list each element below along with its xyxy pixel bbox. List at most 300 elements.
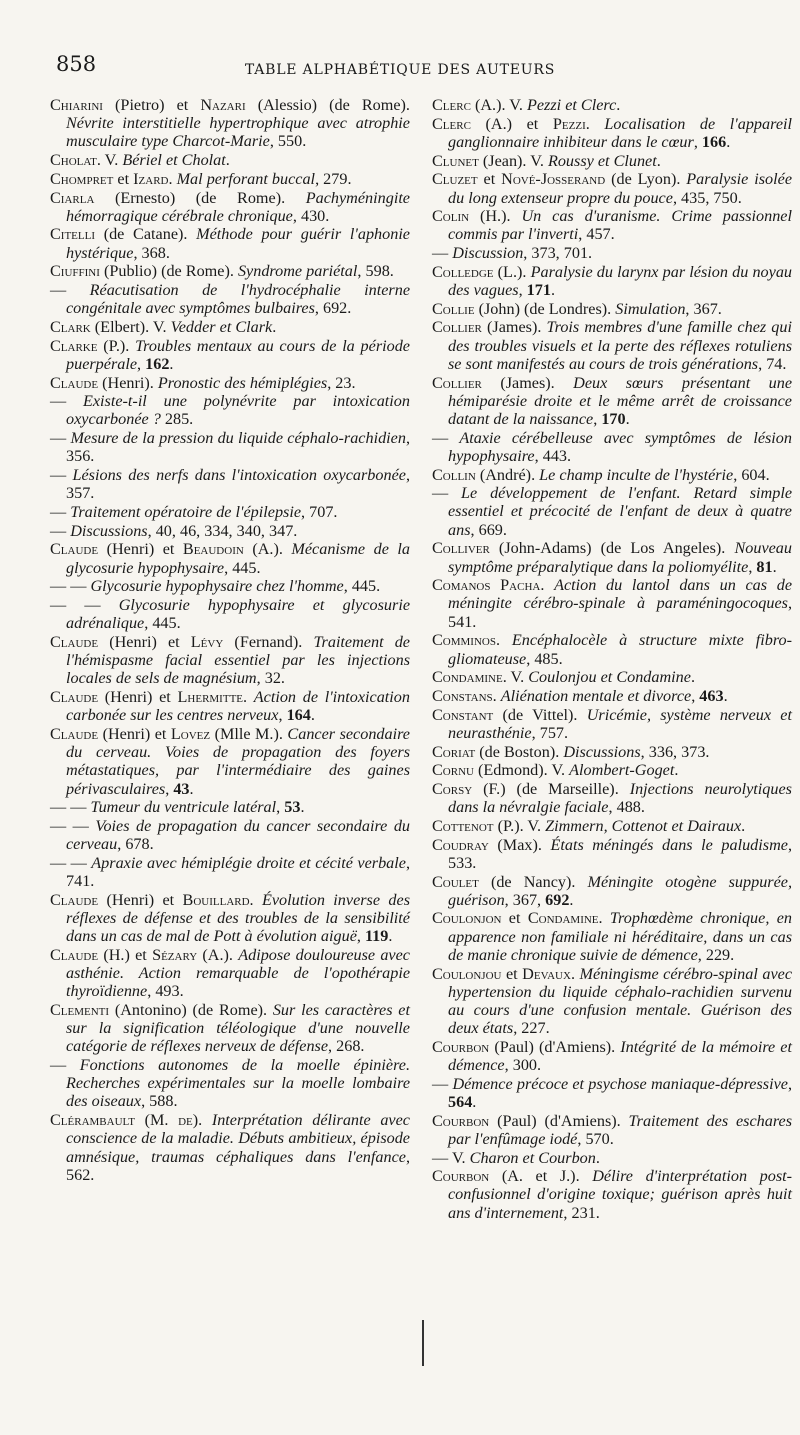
author-name: Coulet <box>432 872 479 891</box>
page-ref: 162 <box>145 354 170 373</box>
article-title: Paralysie isolée du long extenseur propre du pouce <box>448 170 792 207</box>
entry-text: , 692. <box>314 299 352 318</box>
entry-text: — <box>50 281 90 300</box>
entry-text: ). <box>192 1111 212 1130</box>
author-name: Bouillard <box>182 890 250 909</box>
entry-text: , <box>748 557 757 576</box>
author-name: Claude <box>50 945 99 964</box>
index-entry <box>432 1167 792 1222</box>
entry-text: . <box>249 890 262 909</box>
entry-text: , 279. <box>315 169 352 188</box>
author-name: Claude <box>50 540 99 559</box>
entry-text: (Max). <box>488 835 551 854</box>
entry-text: — — <box>50 853 92 872</box>
author-name: Condamine <box>432 668 503 687</box>
entry-text: , 227. <box>513 1019 550 1038</box>
article-title: Méningisme cérébro-spinal avec hypertension du liquide céphalo-rachidien survenu au cours d'une confusion mentale. Guérison des deux états <box>448 964 793 1038</box>
index-entry <box>50 337 410 373</box>
entry-text: , 550. <box>269 132 307 151</box>
index-entry <box>50 170 410 188</box>
index-entry <box>432 207 792 243</box>
author-name: Clark <box>50 317 91 336</box>
entry-text: . <box>492 687 501 705</box>
entry-text: (Alessio) (de Rome). <box>245 96 410 114</box>
entry-text: , 445. <box>224 558 261 577</box>
index-entry <box>432 300 792 318</box>
index-entry <box>50 318 410 336</box>
entry-text: , 32. <box>256 669 285 688</box>
entry-text: — <box>50 429 71 448</box>
entry-text: . <box>550 281 555 300</box>
entry-text: . <box>570 964 580 983</box>
right-column <box>432 96 792 1386</box>
page-header <box>56 52 744 82</box>
index-entry <box>50 817 410 853</box>
article-title: Paralysie du larynx par lésion du noyau des vagues <box>448 262 793 300</box>
author-name: Clerc <box>432 114 471 133</box>
index-entry <box>432 115 792 151</box>
article-title: Troubles mentaux au cours de la période puerpérale <box>66 336 410 373</box>
index-entry <box>432 1112 792 1148</box>
index-entry <box>50 189 410 225</box>
index-entry <box>432 687 792 705</box>
entry-text: , 231. <box>563 1203 600 1222</box>
index-entry <box>50 151 410 169</box>
entry-text: , 757. <box>531 723 569 742</box>
entry-text: (Ernesto) (de Rome). <box>94 188 306 207</box>
column-rule <box>422 1320 424 1366</box>
entry-text: — V. <box>432 1148 470 1167</box>
author-name: Izard <box>133 169 169 188</box>
article-title: Mal perforant buccal <box>176 169 316 188</box>
index-entry <box>50 429 410 465</box>
entry-text: . <box>225 151 230 170</box>
author-name: Chiarini <box>50 96 103 114</box>
entry-text: — <box>432 484 462 503</box>
author-name: Collier <box>432 373 482 392</box>
index-columns <box>50 96 792 1386</box>
article-title: Trois membres d'une famille chez qui des troubles visuels et la perte des réflexes rotuliens se sont manifestés au cours de trois générations <box>448 318 792 373</box>
author-name: Collier <box>432 318 482 337</box>
entry-text: , <box>691 687 700 705</box>
author-name: Clarke <box>50 336 98 355</box>
entry-text: , 357. <box>66 466 410 503</box>
entry-text: — <box>432 428 460 447</box>
index-entry <box>50 946 410 1001</box>
author-name: Courbon <box>432 1167 490 1186</box>
article-title: Deux sœurs présentant une hémiparésie droite et le même arrêt de croissance datant de la naissance <box>448 373 793 428</box>
entry-text: (L.). <box>493 262 531 281</box>
author-name: Lévy <box>190 632 224 651</box>
entry-text: , <box>356 927 365 946</box>
index-entry <box>50 374 410 392</box>
entry-text: et <box>501 909 528 928</box>
article-title: Lésions des nerfs dans l'intoxication oxycarbonée <box>72 466 406 485</box>
author-name: Coudray <box>432 835 489 854</box>
author-name: Clementi <box>50 1000 110 1019</box>
entry-text: , 74. <box>758 354 787 373</box>
article-title: Traitement de l'hémispasme facial essentiel par les injections locales de sels de magnésium <box>66 632 410 688</box>
index-entry <box>432 96 792 114</box>
index-entry <box>432 965 792 1038</box>
article-title: Roussy et Clunet <box>547 151 657 170</box>
author-name: Colliver <box>432 539 490 558</box>
entry-text: , 373, 701. <box>523 244 593 263</box>
index-entry <box>432 873 792 909</box>
article-title: Méningite otogène suppurée, guérison <box>448 872 793 909</box>
page-ref: 43 <box>173 779 190 798</box>
article-title: Bériel et Cholat <box>122 151 226 170</box>
article-title: Vedder et Clark <box>170 317 273 336</box>
author-name: Courbon <box>432 1037 490 1056</box>
index-entry <box>50 725 410 798</box>
index-entry <box>50 798 410 816</box>
article-title: Le développement de l'enfant. Retard simple essentiel et précocité de l'enfant de deux à quatre ans <box>448 484 793 539</box>
entry-text: . V. <box>96 151 123 170</box>
index-entry <box>432 761 792 779</box>
entry-text: , 445. <box>343 577 381 596</box>
author-name: Comanos <box>432 576 491 595</box>
entry-text: . <box>300 798 305 817</box>
entry-text: . <box>243 688 254 706</box>
entry-text: , <box>693 132 702 151</box>
index-entry <box>50 96 410 151</box>
entry-text: , 741. <box>66 853 411 891</box>
entry-text: (A. et J.). <box>489 1167 593 1186</box>
entry-text: , <box>787 1074 792 1093</box>
entry-text: 285. <box>160 410 194 429</box>
entry-text: (H.). <box>469 207 522 226</box>
article-title: Uricémie, système nerveux et neurasthénie <box>448 705 792 742</box>
entry-text: , 485. <box>526 649 563 668</box>
entry-text: , 604. <box>733 465 770 484</box>
entry-text: , 541. <box>448 594 792 631</box>
entry-text: . <box>472 1092 477 1111</box>
entry-text: . <box>310 706 315 725</box>
article-title: Localisation de l'appareil ganglionnaire inhibiteur dans le cœur <box>448 114 792 151</box>
article-title: Discussion <box>452 244 524 263</box>
entry-text: . <box>656 151 661 170</box>
index-entry <box>50 522 410 540</box>
entry-text: (de Lyon). <box>605 170 687 189</box>
entry-text: — <box>50 392 83 411</box>
entry-text: , <box>518 281 527 300</box>
author-name: Beaudoin <box>182 540 244 559</box>
page-ref: 692 <box>545 890 570 909</box>
index-entry <box>50 262 410 280</box>
entry-text: (Henri) et <box>98 632 191 651</box>
article-title: Discussions <box>563 742 641 761</box>
entry-text: (H.) et <box>98 945 153 964</box>
entry-text: (P.). V. <box>493 816 546 835</box>
author-name: Constans <box>432 687 493 705</box>
entry-text: — <box>50 466 73 485</box>
entry-text: — — <box>50 798 91 817</box>
author-name: Claude <box>50 632 99 651</box>
article-title: Aliénation mentale et divorce <box>500 687 692 705</box>
index-entry <box>432 539 792 575</box>
index-entry <box>50 596 410 632</box>
entry-text: , 493. <box>147 982 184 1001</box>
article-title: Action du lantol dans un cas de méningite cérébro-spinale à paraméningocoques <box>448 576 793 613</box>
author-name: Nové-Josserand <box>501 170 606 189</box>
author-name: de <box>178 1111 193 1130</box>
index-entry <box>432 484 792 539</box>
entry-text: . <box>169 354 174 373</box>
entry-text: , 368. <box>133 243 170 262</box>
author-name: Pezzi <box>552 114 586 133</box>
entry-text: (Antonino) (de Rome). <box>109 1000 273 1019</box>
entry-text: — <box>432 244 453 263</box>
entry-text: , <box>165 779 174 798</box>
entry-text: , 443. <box>534 446 572 465</box>
article-title: Existe-t-il une polynévrite par intoxication oxycarbonée ? <box>66 392 410 429</box>
index-entry <box>432 152 792 170</box>
author-name: Citelli <box>50 225 96 244</box>
entry-text: . <box>616 96 621 114</box>
entry-text: . <box>674 761 679 780</box>
index-entry <box>50 540 410 576</box>
article-title: Traitement des eschares par l'enfûmage iodé <box>448 1111 792 1148</box>
article-title: Sur les caractères et sur la signification téléologique d'une nouvelle catégorie de réflexes nerveux de défense <box>66 1000 410 1056</box>
index-entry <box>432 170 792 206</box>
page-ref: 53 <box>284 798 301 817</box>
article-title: Trophœdème chronique, en apparence non familiale ni héréditaire, dans un cas de manie chronique suivie de démence <box>448 909 793 964</box>
entry-text: (André). <box>475 465 540 484</box>
author-name: Collie <box>432 299 475 318</box>
index-entry <box>432 1075 792 1111</box>
entry-text: (James). <box>481 318 547 337</box>
article-title: Le champ inculte de l'hystérie <box>539 465 734 484</box>
entry-text: (Jean). V. <box>478 151 548 170</box>
author-name: Corsy <box>432 780 473 799</box>
article-title: Glycosurie hypophysaire chez l'homme <box>90 577 344 596</box>
author-name: Devaux <box>522 964 571 983</box>
article-title: Injections neurolytiques dans la névralgie faciale <box>448 780 792 817</box>
author-name: Cottenot <box>432 816 494 835</box>
article-title: Coulonjou et Condamine <box>528 668 691 687</box>
page-ref: 164 <box>286 706 311 725</box>
author-name: Colin <box>432 207 470 226</box>
entry-text: — — <box>50 577 91 596</box>
index-entry <box>432 429 792 465</box>
entry-text: . <box>569 890 574 909</box>
entry-text: (Henri) et <box>98 688 178 706</box>
entry-text: — — <box>50 595 119 614</box>
index-entry <box>50 891 410 946</box>
entry-text: (A.). <box>197 945 239 964</box>
entry-text: (Henri) et <box>98 540 183 559</box>
entry-text: . <box>598 909 610 928</box>
entry-text: (de Nancy). <box>478 872 588 891</box>
article-title: Syndrome pariétal <box>237 262 358 281</box>
entry-text: , 533. <box>448 835 792 872</box>
entry-text: , 268. <box>328 1037 365 1056</box>
article-title: États méningés dans le paludisme <box>550 835 788 854</box>
page-ref: 166 <box>701 132 727 151</box>
entry-text: (A.). <box>243 540 292 559</box>
entry-text: (M. <box>134 1111 179 1130</box>
index-entry <box>50 577 410 595</box>
author-name: Nazari <box>200 96 246 114</box>
author-name: Pacha <box>500 576 541 595</box>
author-name: Cluzet <box>432 170 478 189</box>
entry-text: (de Catane). <box>95 225 197 244</box>
entry-text: , <box>276 798 285 817</box>
entry-text: (Pietro) et <box>102 96 201 114</box>
entry-text: — — <box>50 816 96 835</box>
entry-text: . <box>690 668 696 687</box>
entry-text: , <box>137 354 146 373</box>
index-entry <box>50 688 410 724</box>
entry-text: (A.). V. <box>470 96 527 114</box>
author-name: Constant <box>432 705 494 724</box>
index-entry <box>432 836 792 872</box>
article-title: Délire d'interprétation post-confusionnel d'origine toxique; guérison après huit ans d'internement <box>448 1167 793 1222</box>
article-title: Interprétation délirante avec conscience de la maladie. Débuts ambitieux, épisode amnésique, traumas céphaliques dans l'enfance <box>66 1111 410 1166</box>
index-entry <box>432 817 792 835</box>
author-name: Coriat <box>432 742 476 761</box>
article-title: Adipose douloureuse avec asthénie. Action remarquable de l'opothérapie thyroïdienne <box>66 945 410 1001</box>
article-title: Nouveau symptôme préparalytique dans la poliomyélite <box>448 539 792 576</box>
entry-text <box>490 576 500 594</box>
entry-text: , 336, 373. <box>640 742 710 761</box>
author-name: Claude <box>50 724 99 743</box>
entry-text: . <box>625 409 630 428</box>
entry-text: . V. <box>502 668 529 687</box>
index-entry <box>50 1111 410 1184</box>
author-name: Coulonjon <box>432 909 502 928</box>
entry-text: . <box>723 687 728 705</box>
article-title: Pronostic des hémiplégies <box>157 373 328 392</box>
author-name: Condamine <box>527 909 599 928</box>
entry-text: . <box>772 557 777 576</box>
article-title: Pachyméningite hémorragique cérébrale chronique <box>66 188 410 225</box>
running-head: TABLE ALPHABÉTIQUE DES AUTEURS <box>244 62 556 78</box>
index-entry <box>432 244 792 262</box>
index-entry <box>432 263 792 299</box>
article-title: Évolution inverse des réflexes de défense et des troubles de la sensibilité dans un cas de mal de Pott à évolution aiguë <box>66 890 411 946</box>
entry-text: (de Vittel). <box>493 705 587 724</box>
entry-text: , 356. <box>66 429 410 466</box>
author-name: Ciuffini <box>50 262 100 281</box>
author-name: Chompret <box>50 169 114 188</box>
entry-text: et <box>501 964 523 983</box>
author-name: Claude <box>50 688 99 706</box>
index-entry <box>50 225 410 261</box>
index-entry <box>432 374 792 429</box>
article-title: Intégrité de la mémoire et démence <box>448 1037 792 1075</box>
entry-text: , 588. <box>141 1092 178 1111</box>
article-title: Traitement opératoire de l'épilepsie <box>70 502 302 521</box>
entry-text: , <box>278 706 287 725</box>
author-name: Clérambault <box>50 1111 135 1130</box>
entry-text: (James). <box>481 373 574 392</box>
page-ref: 81 <box>756 557 773 576</box>
entry-text: , <box>593 409 602 428</box>
entry-text: . <box>585 114 605 133</box>
entry-text: — <box>50 1056 80 1075</box>
entry-text: (Paul) (d'Amiens). <box>489 1037 621 1056</box>
author-name: Comminos <box>432 631 496 650</box>
entry-text: , 367, <box>504 890 546 909</box>
entry-text: (Elbert). V. <box>90 317 171 336</box>
entry-text: . <box>540 576 555 595</box>
author-name: Colledge <box>432 262 494 281</box>
author-name: Clerc <box>432 96 471 114</box>
index-entry <box>432 909 792 964</box>
entry-text: . <box>189 779 194 798</box>
entry-text: . <box>726 132 731 151</box>
entry-text: (Edmond). V. <box>473 761 570 780</box>
author-name: Lovez <box>170 724 211 743</box>
entry-text: , 562. <box>66 1147 410 1184</box>
left-column <box>50 96 410 1386</box>
entry-text: (Paul) (d'Amiens). <box>489 1111 629 1130</box>
article-title: Démence précoce et psychose maniaque-dépressive <box>452 1074 788 1093</box>
entry-text: (Henri) et <box>98 890 183 909</box>
article-title: Mesure de la pression du liquide céphalo-rachidien <box>70 429 406 448</box>
article-title: Un cas d'uranisme. Crime passionnel commis par l'inverti <box>448 207 792 244</box>
article-title: Apraxie avec hémiplégie droite et cécité verbale <box>91 853 406 872</box>
entry-text: (Fernand). <box>223 632 314 651</box>
article-title: Action de l'intoxication carbonée sur les centres nerveux <box>66 688 410 725</box>
entry-text: — <box>50 521 71 540</box>
index-entry <box>432 631 792 667</box>
entry-text: (Mlle M.). <box>210 724 288 743</box>
index-entry <box>50 281 410 317</box>
entry-text: , 300. <box>504 1056 542 1075</box>
entry-text: , 40, 46, 334, 340, 347. <box>147 521 298 540</box>
article-title: Discussions <box>70 521 148 540</box>
entry-text: . <box>595 1148 600 1167</box>
entry-text: , 23. <box>327 373 356 392</box>
entry-text: , 229. <box>697 945 735 964</box>
entry-text: , 707. <box>301 502 338 521</box>
entry-text: . <box>388 927 393 946</box>
article-title: Réacutisation de l'hydrocéphalie interne congénitale avec symptômes bulbaires <box>66 281 411 318</box>
page-ref: 170 <box>601 409 626 428</box>
index-entry <box>50 392 410 428</box>
article-title: Zimmern, Cottenot et Dairaux <box>545 816 742 835</box>
entry-text: (F.) (de Marseille). <box>472 780 630 799</box>
index-entry <box>432 706 792 742</box>
entry-text: (A.) et <box>470 114 553 133</box>
article-title: Cancer secondaire du cerveau. Voies de propagation des foyers métastatiques, par l'intermédiaire des gaines périvasculaires <box>66 724 410 798</box>
article-title: Méthode pour guérir l'aphonie hystérique <box>66 225 410 262</box>
article-title: Simulation <box>615 299 686 318</box>
article-title: Névrite interstitielle hypertrophique avec atrophie musculaire type Charcot-Marie <box>66 114 410 151</box>
index-entry <box>432 743 792 761</box>
entry-text: , 435, 750. <box>672 188 742 207</box>
author-name: Sézary <box>152 945 198 964</box>
author-name: Claude <box>50 373 99 392</box>
author-name: Cholat <box>50 151 97 170</box>
entry-text: , 488. <box>608 798 645 817</box>
entry-text: (John-Adams) (de Los Angeles). <box>489 539 735 558</box>
article-title: Encéphalocèle à structure mixte fibro-gliomateuse <box>448 631 793 668</box>
entry-text: , 367. <box>685 299 722 318</box>
entry-text: , 570. <box>577 1129 614 1148</box>
index-entry <box>432 668 792 686</box>
entry-text: , 669. <box>470 520 507 539</box>
index-entry <box>432 780 792 816</box>
page-number: 858 <box>56 52 97 76</box>
index-entry <box>50 633 410 688</box>
entry-text: , 457. <box>578 225 615 244</box>
entry-text: , 445. <box>144 614 181 633</box>
page-ref: 564 <box>448 1092 473 1111</box>
